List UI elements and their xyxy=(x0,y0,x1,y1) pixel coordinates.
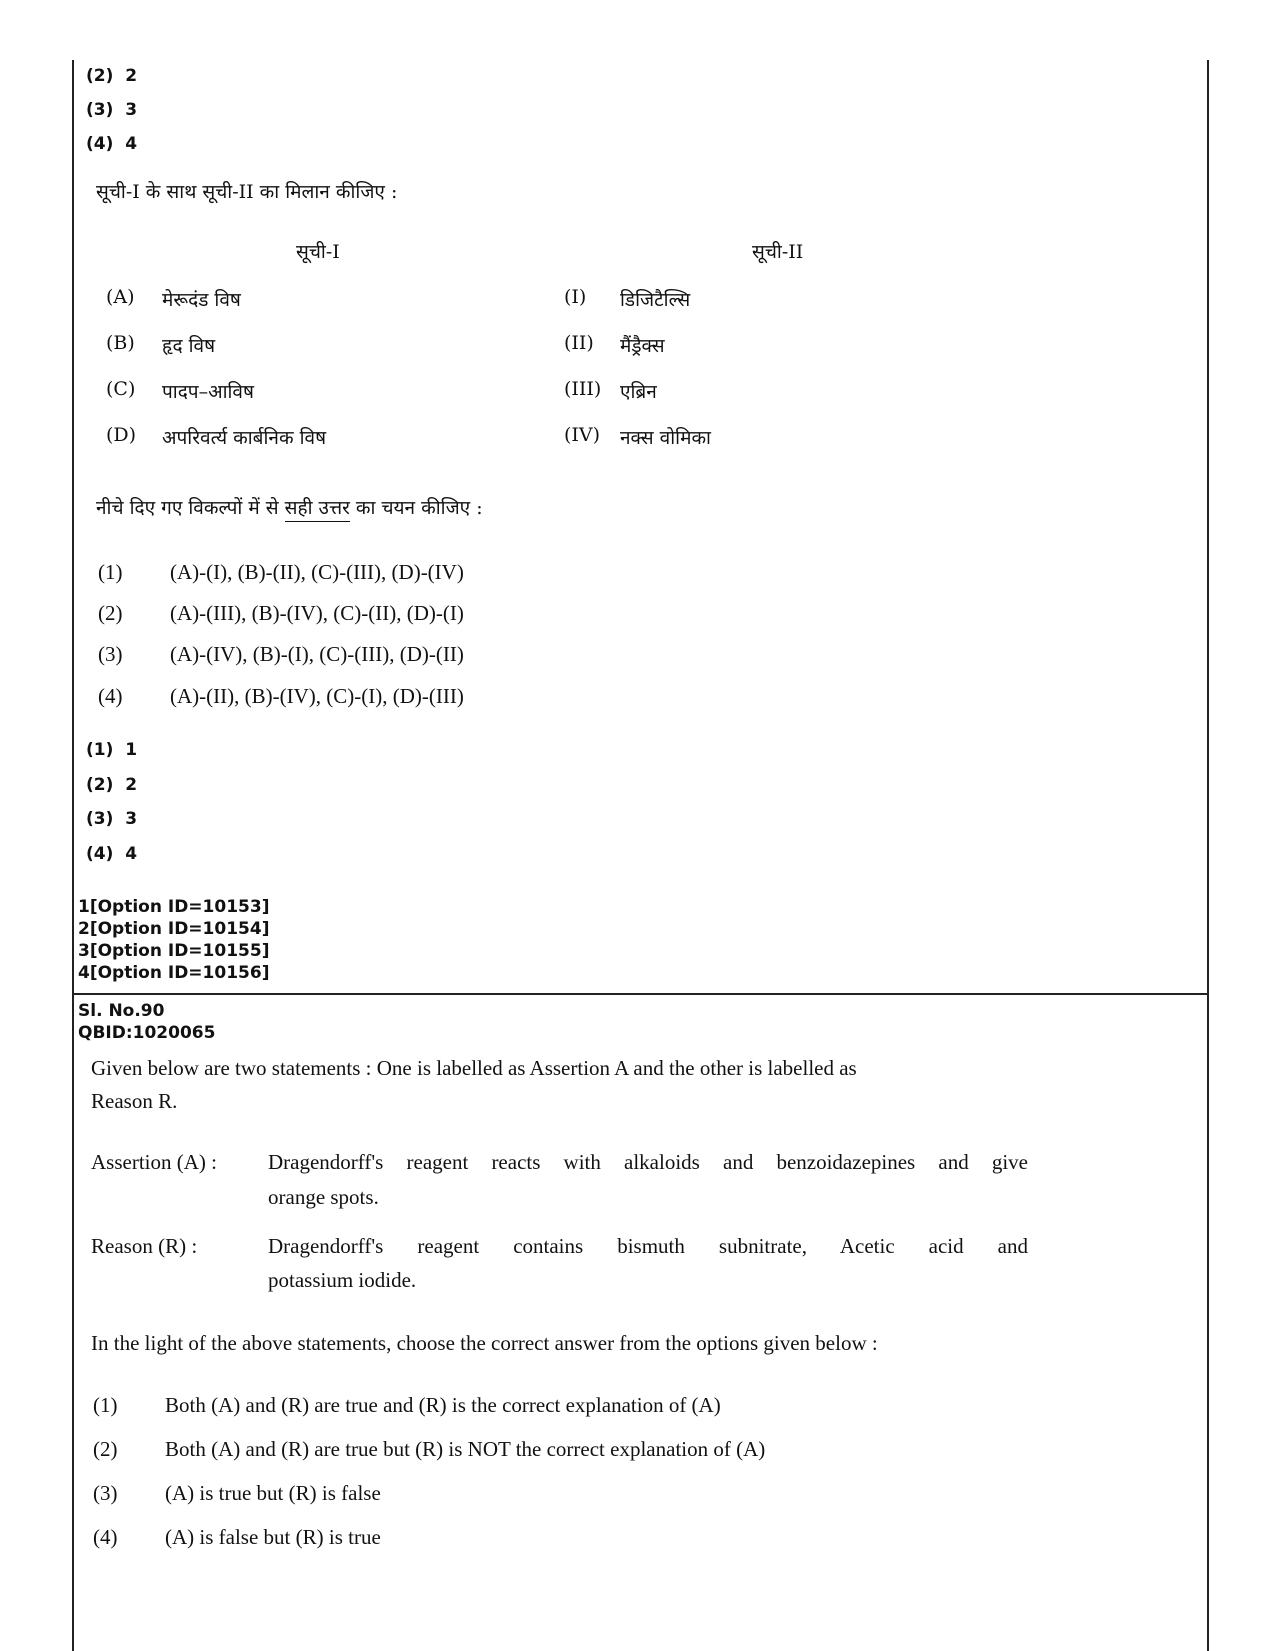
q90-intro-line1: Given below are two statements : One is labelled as Assertion A and the other is labelled as xyxy=(91,1056,857,1080)
q90-choice-4: (4) (A) is false but (R) is true xyxy=(93,1525,381,1549)
q89-choose-instruction: नीचे दिए गए विकल्पों में से सही उत्तर का चयन कीजिए : xyxy=(96,494,483,520)
list1-item-c: पादप–आविष xyxy=(162,381,254,403)
q89-choice-2: (2) (A)-(III), (B)-(IV), (C)-(II), (D)-(I) xyxy=(98,601,464,625)
q89-answer-option-4: (4) 4 xyxy=(86,844,138,864)
list2-label-iii: (III) xyxy=(564,378,602,400)
list1-item-a: मेरूदंड विष xyxy=(162,289,241,311)
assertion-line2: orange spots. xyxy=(268,1185,379,1209)
list2-item-ii: मैंड्रैक्स xyxy=(620,335,665,357)
option-id-4: 4[Option ID=10156] xyxy=(78,963,270,983)
qbid: QBID:1020065 xyxy=(78,1023,216,1043)
option-id-3: 3[Option ID=10155] xyxy=(78,941,270,961)
q89-answer-option-2: (2) 2 xyxy=(86,775,138,795)
q90-choice-1: (1) Both (A) and (R) are true and (R) is the correct explanation of (A) xyxy=(93,1393,721,1417)
list1-header: सूची-I xyxy=(296,241,340,263)
list2-label-ii: (II) xyxy=(564,332,594,354)
q90-intro-line2: Reason R. xyxy=(91,1089,178,1113)
list1-label-c: (C) xyxy=(106,378,136,400)
assertion-line1: Dragendorff's reagent reacts with alkaloids and benzoidazepines and give xyxy=(268,1150,1028,1174)
prev-option-2: (2) 2 xyxy=(86,66,138,86)
list1-item-b: हृद विष xyxy=(162,335,216,357)
q90-choice-3: (3) (A) is true but (R) is false xyxy=(93,1481,381,1505)
q90-instruction: In the light of the above statements, choose the correct answer from the options given below : xyxy=(91,1331,878,1355)
list2-item-iii: एब्रिन xyxy=(620,381,657,403)
list1-label-b: (B) xyxy=(106,332,135,354)
list2-label-iv: (IV) xyxy=(564,424,601,446)
underlined-correct-answer: सही उत्तर xyxy=(285,497,350,522)
serial-number: Sl. No.90 xyxy=(78,1001,165,1021)
assertion-label: Assertion (A) : xyxy=(91,1150,217,1174)
q89-answer-option-1: (1) 1 xyxy=(86,740,138,760)
prev-option-4: (4) 4 xyxy=(86,134,138,154)
q90-header xyxy=(78,1000,215,1044)
option-id-2: 2[Option ID=10154] xyxy=(78,919,270,939)
list2-header: सूची-II xyxy=(752,241,804,263)
list2-item-i: डिजिटैल्सि xyxy=(620,289,691,311)
reason-label: Reason (R) : xyxy=(91,1234,198,1258)
q89-prompt: सूची-I के साथ सूची-II का मिलान कीजिए : xyxy=(96,181,398,203)
reason-line2: potassium iodide. xyxy=(268,1268,417,1292)
q90-choice-2: (2) Both (A) and (R) are true but (R) is NOT the correct explanation of (A) xyxy=(93,1437,766,1461)
list1-label-d: (D) xyxy=(106,424,137,446)
list2-item-iv: नक्स वोमिका xyxy=(620,427,711,449)
list1-item-d: अपरिवर्त्य कार्बनिक विष xyxy=(162,427,327,449)
option-id-list xyxy=(78,896,269,984)
q89-choice-4: (4) (A)-(II), (B)-(IV), (C)-(I), (D)-(III) xyxy=(98,684,464,708)
question-divider xyxy=(72,993,1207,995)
q89-choice-1: (1) (A)-(I), (B)-(II), (C)-(III), (D)-(IV) xyxy=(98,560,464,584)
list1-label-a: (A) xyxy=(106,286,135,308)
q89-choice-3: (3) (A)-(IV), (B)-(I), (C)-(III), (D)-(II) xyxy=(98,642,464,666)
prev-option-3: (3) 3 xyxy=(86,100,138,120)
option-id-1: 1[Option ID=10153] xyxy=(78,897,270,917)
list2-label-i: (I) xyxy=(564,286,587,308)
q89-answer-option-3: (3) 3 xyxy=(86,809,138,829)
reason-line1: Dragendorff's reagent contains bismuth subnitrate, Acetic acid and xyxy=(268,1234,1028,1258)
